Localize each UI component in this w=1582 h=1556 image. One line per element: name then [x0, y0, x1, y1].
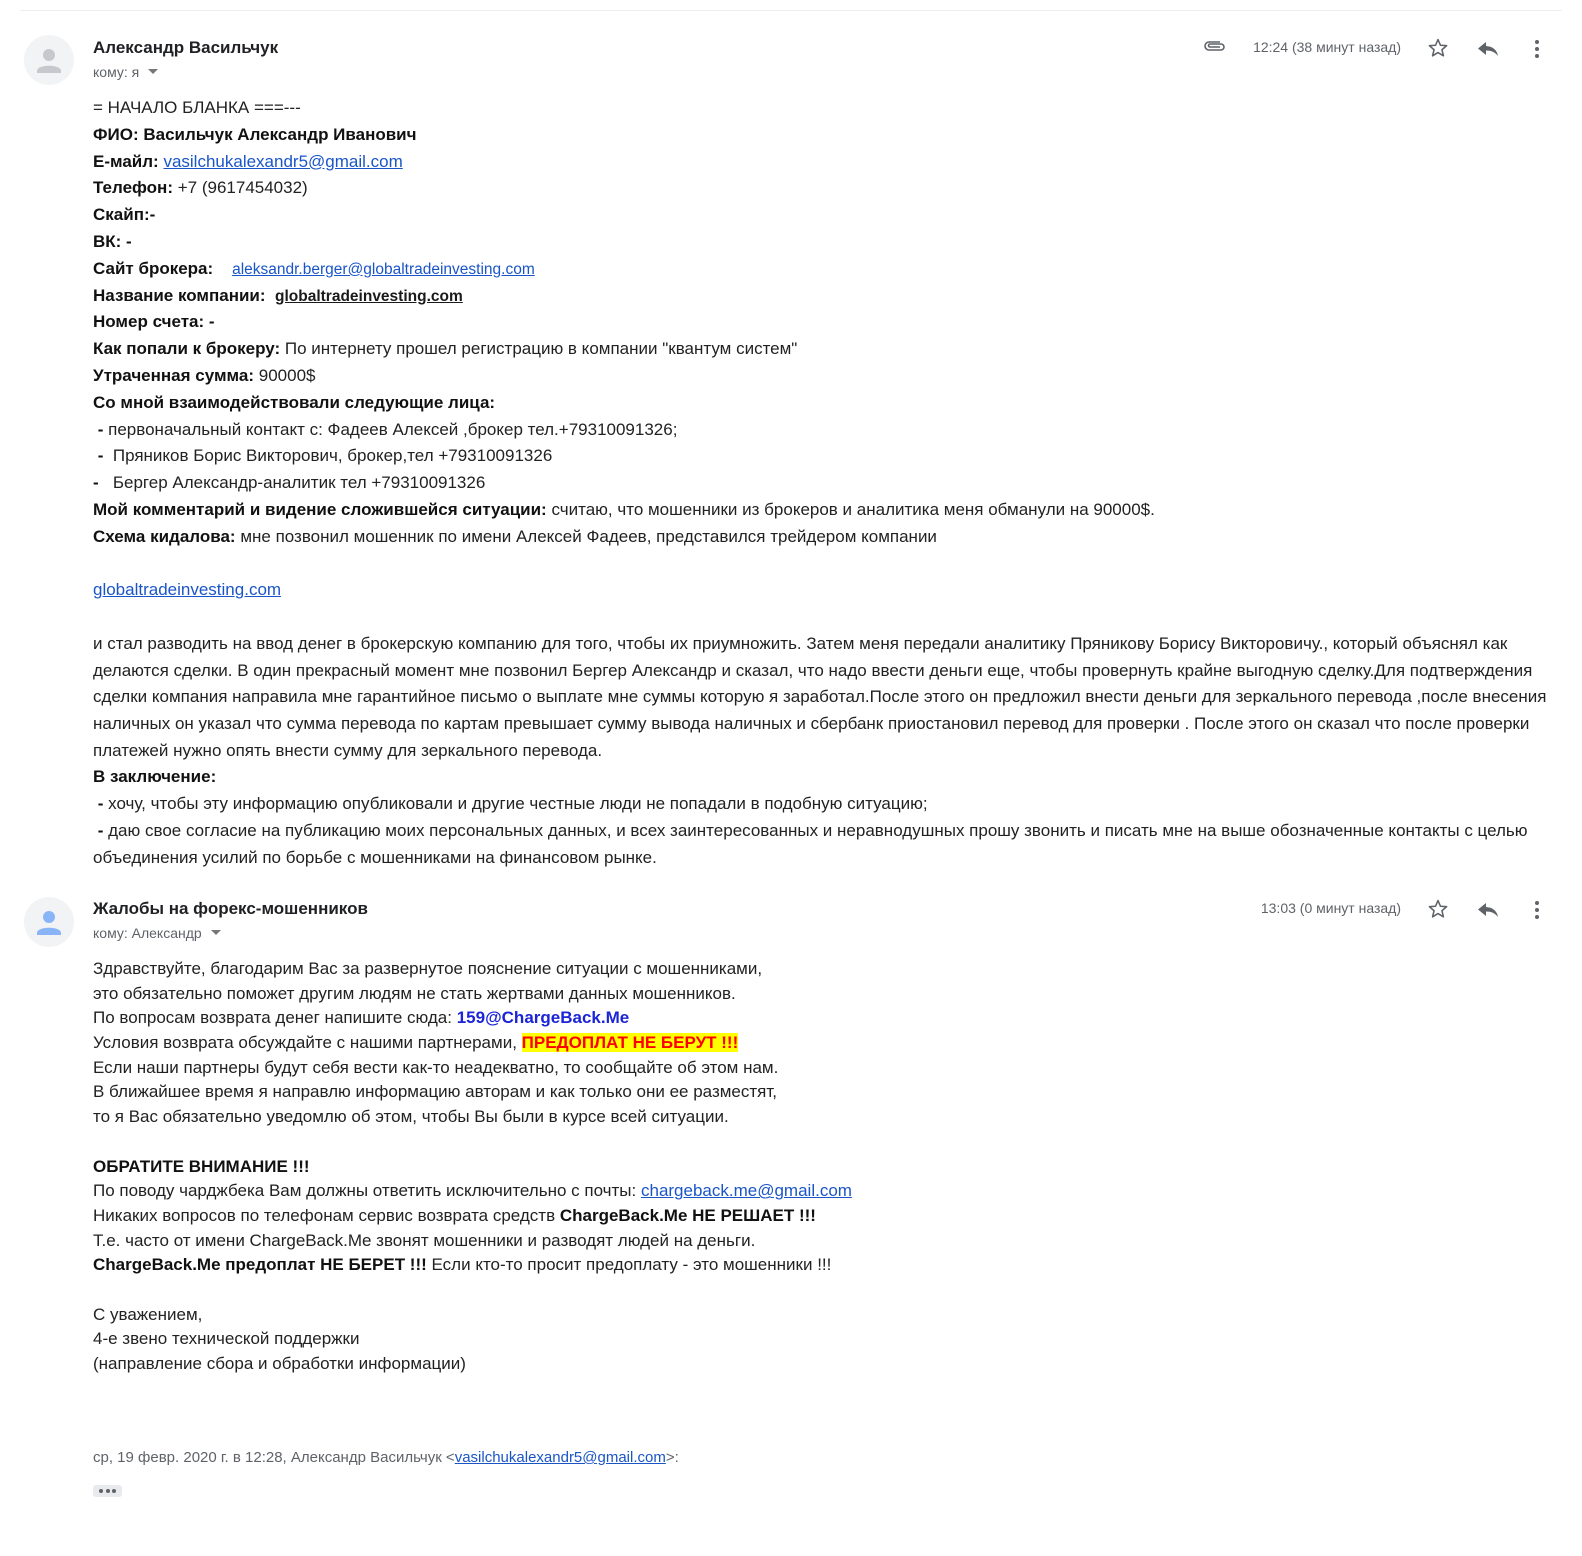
recipient-details[interactable]	[93, 64, 158, 80]
person-item: - первоначальный контакт с: Фадеев Алексей ,брокер тел.+79310091326;	[97, 419, 678, 439]
persons-heading: Со мной взаимодействовали следующие лица:	[93, 392, 496, 412]
star-icon[interactable]	[1427, 898, 1449, 925]
person-item: - Пряников Борис Викторович, брокер,тел +79310091326	[97, 446, 553, 466]
broker-site-row: Сайт брокера: aleksandr.berger@globaltradeinvesting.com	[93, 258, 535, 278]
story-paragraph: и стал разводить на ввод денег в брокерскую компанию для того, чтобы их приумножить. Затем меня передали аналитику Пряникову Борису Викторовичу., который объяснял как делаются сделки. В один прекрасный момент мне позвонил Бергер Александр и сказал, что надо ввести деньги еще, чтобы провернуть крайне выгодную сделку.Для подтверждения сделки компания направила мне гарантийное письмо о выплате мне суммы которую я заработал.После этого он предложил внести деньги для зеркального перевода ,после внесения наличных он указал что сумма перевода по картам превышает сумму вывода наличных и сбербанк приостановил перевод для проверки . После этого он сказал что после проверки платежей нужно опять внести сумму для зеркального перевода.	[93, 633, 1547, 760]
comment-row: Мой комментарий и видение сложившейся ситуации: считаю, что мошенники из брокеров и аналитика меня обманули на 90000$.	[93, 499, 1155, 519]
scheme-row: Схема кидалова: мне позвонил мошенник по имени Алексей Фадеев, представился трейдером компании	[93, 526, 937, 546]
chevron-down-icon[interactable]	[211, 930, 221, 935]
how-row: Как попали к брокеру: По интернету прошел регистрацию в компании "квантум систем"	[93, 339, 798, 359]
more-vert-icon[interactable]	[1534, 39, 1540, 64]
conclusion-heading: В заключение:	[93, 767, 217, 787]
conclusion-item: - хочу, чтобы эту информацию опубликовали и другие честные люди не попадали в подобную ситуацию;	[97, 794, 928, 814]
person-item: - Бергер Александр-аналитик тел +79310091326	[93, 473, 486, 493]
signature-line: (направление сбора и обработки информации)	[93, 1354, 466, 1373]
more-vert-icon[interactable]	[1534, 900, 1540, 925]
broker-site-link[interactable]: aleksandr.berger@globaltradeinvesting.com	[232, 260, 535, 278]
message-body	[93, 957, 1293, 1377]
email-row: Е-майл: vasilchukalexandr5@gmail.com	[93, 151, 403, 171]
reply-icon[interactable]	[1476, 899, 1500, 924]
reply-icon[interactable]	[1476, 38, 1500, 63]
message-body	[93, 95, 1553, 871]
company-site-link[interactable]: globaltradeinvesting.com	[93, 580, 282, 600]
chargeback-email-link[interactable]: chargeback.me@gmail.com	[640, 1181, 852, 1201]
star-icon[interactable]	[1427, 37, 1449, 64]
text-line: По вопросам возврата денег напишите сюда: 159@ChargeBack.Me	[93, 1008, 630, 1028]
person-icon	[24, 897, 74, 947]
company-link[interactable]: globaltradeinvesting.com	[275, 287, 463, 305]
text-line: Никаких вопросов по телефонам сервис возврата средств ChargeBack.Me НЕ РЕШАЕТ !!!	[93, 1205, 816, 1225]
sender-name[interactable]: Александр Васильчук	[93, 38, 279, 57]
avatar[interactable]	[24, 35, 74, 85]
person-icon	[24, 35, 74, 85]
paperclip-icon	[1202, 38, 1226, 59]
text-line: Условия возврата обсуждайте с нашими партнерами, ПРЕДОПЛАТ НЕ БЕРУТ !!!	[93, 1033, 739, 1053]
text-line: ChargeBack.Me предоплат НЕ БЕРЕТ !!! Если кто-то просит предоплату - это мошенники !!!	[93, 1255, 832, 1275]
attention-heading: ОБРАТИТЕ ВНИМАНИЕ !!!	[93, 1156, 310, 1176]
text-line: то я Вас обязательно уведомлю об этом, чтобы Вы были в курсе всей ситуации.	[93, 1107, 729, 1127]
quoted-header: ср, 19 февр. 2020 г. в 12:28, Александр Васильчук <vasilchukalexandr5@gmail.com>:	[93, 1449, 679, 1466]
quoted-email-link[interactable]: vasilchukalexandr5@gmail.com	[454, 1449, 666, 1466]
conclusion-item: - даю свое согласие на публикацию моих персональных данных, и всех заинтересованных и неравнодушных прошу звонить и писать мне на выше обозначенные контакты с целью объединения усилий по борьбе с мошенниками на финансовом рынке.	[93, 821, 1528, 867]
signature-line: С уважением,	[93, 1304, 203, 1324]
highlight-badge: ПРЕДОПЛАТ НЕ БЕРУТ !!!	[521, 1033, 739, 1053]
company-row: Название компании: globaltradeinvesting.com	[93, 285, 463, 305]
recipient-label: кому: Александр	[93, 925, 202, 941]
avatar[interactable]	[24, 897, 74, 947]
signature-line: 4-е звено технической поддержки	[93, 1329, 360, 1349]
form-start: = НАЧАЛО БЛАНКА ===---	[93, 98, 301, 117]
text-line: Т.е. часто от имени ChargeBack.Me звонят мошенники и разводят людей на деньги.	[93, 1230, 756, 1250]
recipient-details[interactable]	[93, 925, 221, 941]
text-line: Здравствуйте, благодарим Вас за развернутое пояснение ситуации с мошенниками,	[93, 959, 763, 978]
text-line: Если наши партнеры будут себя вести как-то неадекватно, то сообщайте об этом нам.	[93, 1057, 779, 1077]
sender-name[interactable]: Жалобы на форекс-мошенников	[93, 899, 368, 918]
account-row: Номер счета: -	[93, 312, 215, 332]
lost-sum-row: Утраченная сумма: 90000$	[93, 365, 316, 385]
divider	[20, 10, 1562, 11]
skype-row: Скайп:-	[93, 205, 156, 225]
scheme-link-row	[93, 577, 1553, 604]
text-line: По поводу чарджбека Вам должны ответить исключительно с почты: chargeback.me@gmail.com	[93, 1181, 852, 1201]
recipient-label: кому: я	[93, 64, 140, 80]
fio-row: ФИО: Васильчук Александр Иванович	[93, 124, 417, 144]
message-time[interactable]: 12:24 (38 минут назад)	[1253, 39, 1401, 55]
phone-row: Телефон: +7 (9617454032)	[93, 178, 308, 198]
show-trimmed-content-button[interactable]	[93, 1485, 122, 1497]
support-email[interactable]: 159@ChargeBack.Me	[456, 1008, 630, 1028]
email-link[interactable]: vasilchukalexandr5@gmail.com	[163, 151, 403, 171]
text-line: В ближайшее время я направлю информацию авторам и как только они ее разместят,	[93, 1082, 778, 1102]
vk-row: ВК: -	[93, 231, 132, 251]
chevron-down-icon[interactable]	[148, 69, 158, 74]
message-time[interactable]: 13:03 (0 минут назад)	[1260, 900, 1401, 916]
text-line: это обязательно поможет другим людям не стать жертвами данных мошенников.	[93, 983, 736, 1003]
